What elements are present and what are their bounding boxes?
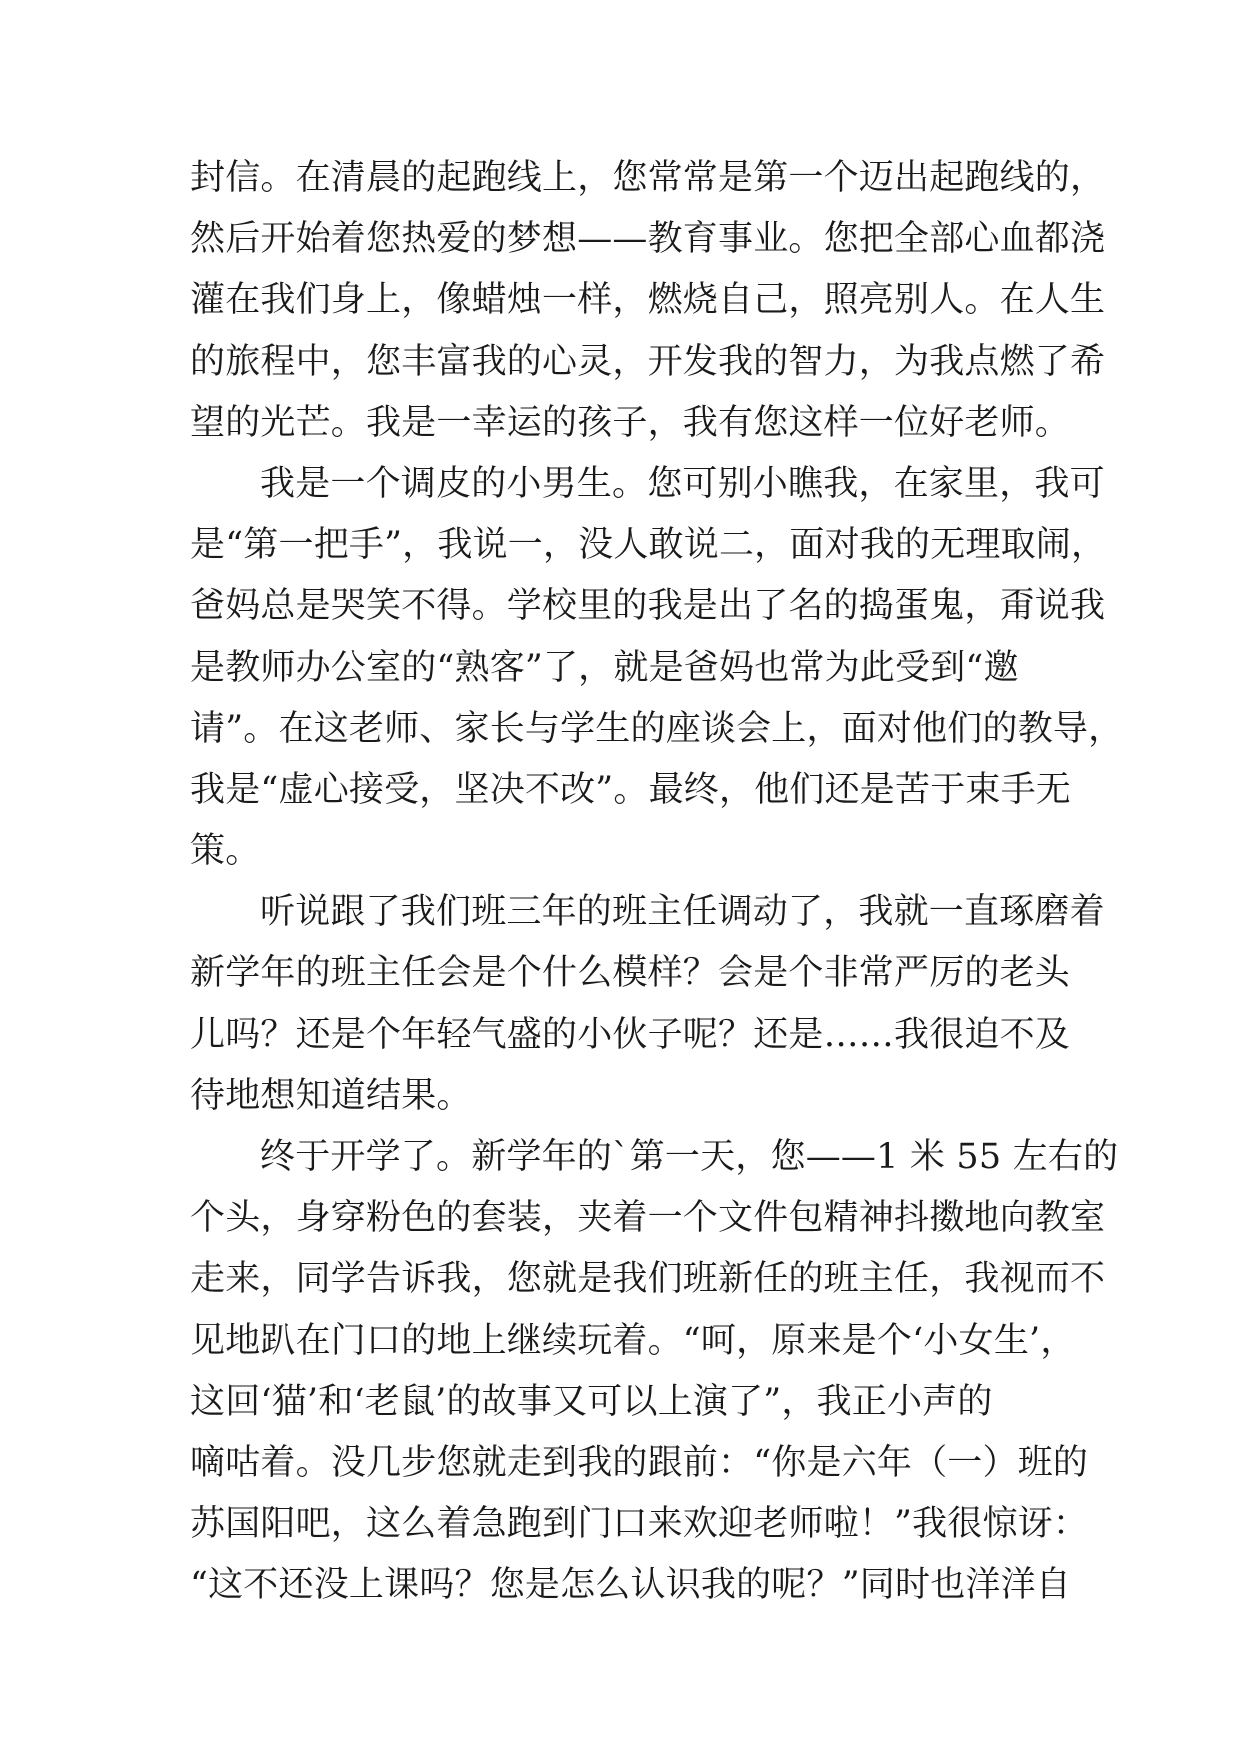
- text-line: 是教师办公室的“熟客”了，就是爸妈也常为此受到“邀: [190, 647, 1019, 688]
- text-line: 是“第一把手”，我说一，没人敢说二，面对我的无理取闹，: [190, 525, 1107, 566]
- text-line: 灌在我们身上，像蜡烛一样，燃烧自己，照亮别人。在人生: [190, 280, 1106, 321]
- text-line: 个头，身穿粉色的套装，夹着一个文件包精神抖擞地向教室: [190, 1198, 1106, 1239]
- text-line: 请”。在这老师、家长与学生的座谈会上，面对他们的教导，: [190, 708, 1124, 749]
- text-line: 然后开始着您热爱的梦想——教育事业。您把全部心血都浇: [190, 219, 1106, 260]
- text-line: 苏国阳吧，这么着急跑到门口来欢迎老师啦！”我很惊讶：: [190, 1504, 1089, 1545]
- text-line: 望的光芒。我是一幸运的孩子，我有您这样一位好老师。: [190, 402, 1071, 443]
- paragraph-first-line: 我是一个调皮的小男生。您可别小瞧我，在家里，我可: [260, 463, 1105, 504]
- text-line: 封信。在清晨的起跑线上，您常常是第一个迈出起跑线的，: [190, 158, 1106, 198]
- text-line: “这不还没上课吗？您是怎么认识我的呢？”同时也洋洋自: [190, 1565, 1071, 1606]
- text-line: 儿吗？还是个年轻气盛的小伙子呢？还是……我很迫不及: [190, 1014, 1071, 1055]
- text-line: 我是“虚心接受，坚决不改”。最终，他们还是苦于束手无: [190, 769, 1071, 810]
- body-text: [190, 148, 1124, 1617]
- text-line: 新学年的班主任会是个什么模样？会是个非常严厉的老头: [190, 953, 1071, 994]
- paragraph-first-line: 终于开学了。新学年的`第一天，您——1 米 55 左右的: [260, 1137, 1119, 1177]
- text-line: 爸妈总是哭笑不得。学校里的我是出了名的捣蛋鬼，甭说我: [190, 586, 1106, 627]
- paragraph-first-line: 听说跟了我们班三年的班主任调动了，我就一直琢磨着: [260, 892, 1105, 933]
- text-line: 这回‘猫’和‘老鼠’的故事又可以上演了”，我正小声的: [190, 1381, 993, 1422]
- text-line: 的旅程中，您丰富我的心灵，开发我的智力，为我点燃了希: [190, 341, 1106, 382]
- text-line: 策。: [190, 831, 261, 872]
- text-line: 待地想知道结果。: [190, 1075, 472, 1116]
- text-line: 嘀咕着。没几步您就走到我的跟前：“你是六年（一）班的: [190, 1442, 1089, 1483]
- text-line: 走来，同学告诉我，您就是我们班新任的班主任，我视而不: [190, 1259, 1106, 1300]
- text-line: 见地趴在门口的地上继续玩着。“呵，原来是个‘小女生’，: [190, 1320, 1076, 1361]
